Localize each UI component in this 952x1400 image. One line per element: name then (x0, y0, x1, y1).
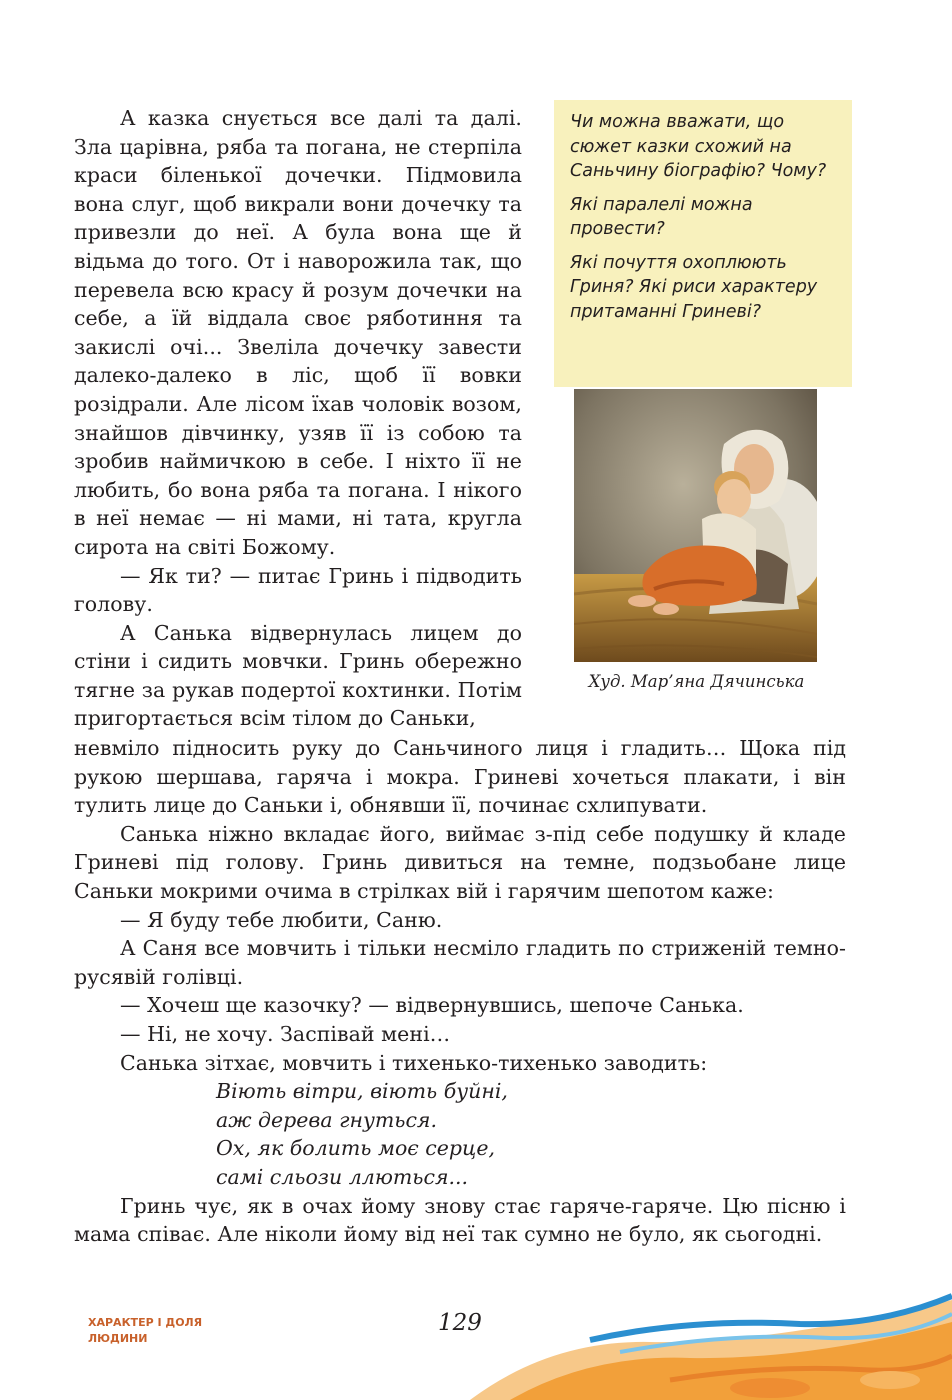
paragraph: А Саня все мовчить і тільки несміло гладить по стриженій темно-русявій голівці. (74, 936, 846, 989)
dialogue-line: — Я буду тебе любити, Саню. (120, 907, 443, 932)
paragraph: А Санька відвернулась лицем до стіни і сидить мовчки. Гринь обережно тягне за рукав подертої кохтинки. Потім пригортається всім тілом до Саньки, (74, 620, 522, 731)
paragraph-continuation: невміло підносить руку до Саньчиного лиця і гладить… Щока під рукою шершава, гаряча і мокра. Гриневі хочеться плакати, і він тулить лице до Саньки і, обнявши її, починає схлипувати. (74, 736, 846, 818)
paragraph: — Як ти? — питає Гринь і підводить голову. (74, 563, 522, 617)
paragraph: А казка снується все далі та далі. Зла царівна, ряба та погана, не стерпіла краси біленької дочечки. Підмовила вона слуг, щоб викрали вони дочечку та привезли до неї. А була вона ще й відьма до того. От і наворожила так, що перевела всю красу й розум дочечки на себе, а їй віддала своє ряботиння та закислі очі... Звеліла дочечку завести далеко-далеко в ліс, щоб її вовки розідрали. Але лісом їхав чоловік возом, знайшов дівчинку, узяв її із собою та зробив наймичкою в себе. І ніхто її не любить, бо вона ряба та погана. І нікого в неї немає — ні мами, ні тата, кругла сирота на світі Божому. (74, 106, 522, 559)
verse-line: аж дерева гнуться. (216, 1107, 438, 1132)
verse-line: Віють вітри, віють буйні, (216, 1079, 508, 1104)
paragraph: Санька ніжно вкладає його, виймає з-під себе подушку й кладе Гриневі під голову. Гринь дивиться на темне, подзьобане лице Саньки мокрими очима в стрілках вій і гарячим шепотом каже: (74, 821, 846, 903)
footer-decoration (470, 1280, 952, 1400)
illustration-artwork (574, 389, 817, 662)
illustration-caption: Худ. Мар’яна Дячинська (588, 672, 805, 691)
question: Які почуття охоплюють Гриня? Які риси характеру притаманні Гриневі? (570, 252, 818, 322)
question: Які паралелі можна провести? (570, 194, 753, 239)
questions-box (554, 100, 852, 387)
verse-line: Ох, як болить моє серце, (216, 1136, 495, 1161)
paragraph: Гринь чує, як в очах йому знову стає гаряче-гаряче. Цю пісню і мама співає. Але ніколи йому від неї так сумно не було, як сьогодні. (74, 1193, 846, 1247)
question: Чи можна вважати, що сюжет казки схожий на Саньчину біографію? Чому? (570, 112, 827, 181)
dialogue-line: — Ні, не хочу. Заспівай мені… (120, 1021, 451, 1046)
verse-line: самі сльози ллються... (216, 1164, 469, 1189)
section-label (88, 1315, 202, 1347)
page-number: 129 (438, 1310, 482, 1336)
section-label-line: ЛЮДИНИ (88, 1332, 148, 1345)
dialogue-line: — Хочеш ще казочку? — відвернувшись, шепоче Санька. (120, 993, 744, 1018)
illustration-children (574, 389, 817, 662)
section-label-line: ХАРАКТЕР І ДОЛЯ (88, 1316, 203, 1329)
main-text-narrow (74, 104, 522, 733)
main-text-wide (74, 734, 846, 1249)
paragraph: Санька зітхає, мовчить і тихенько-тихенько заводить: (120, 1050, 708, 1075)
song-verse (74, 1077, 846, 1191)
